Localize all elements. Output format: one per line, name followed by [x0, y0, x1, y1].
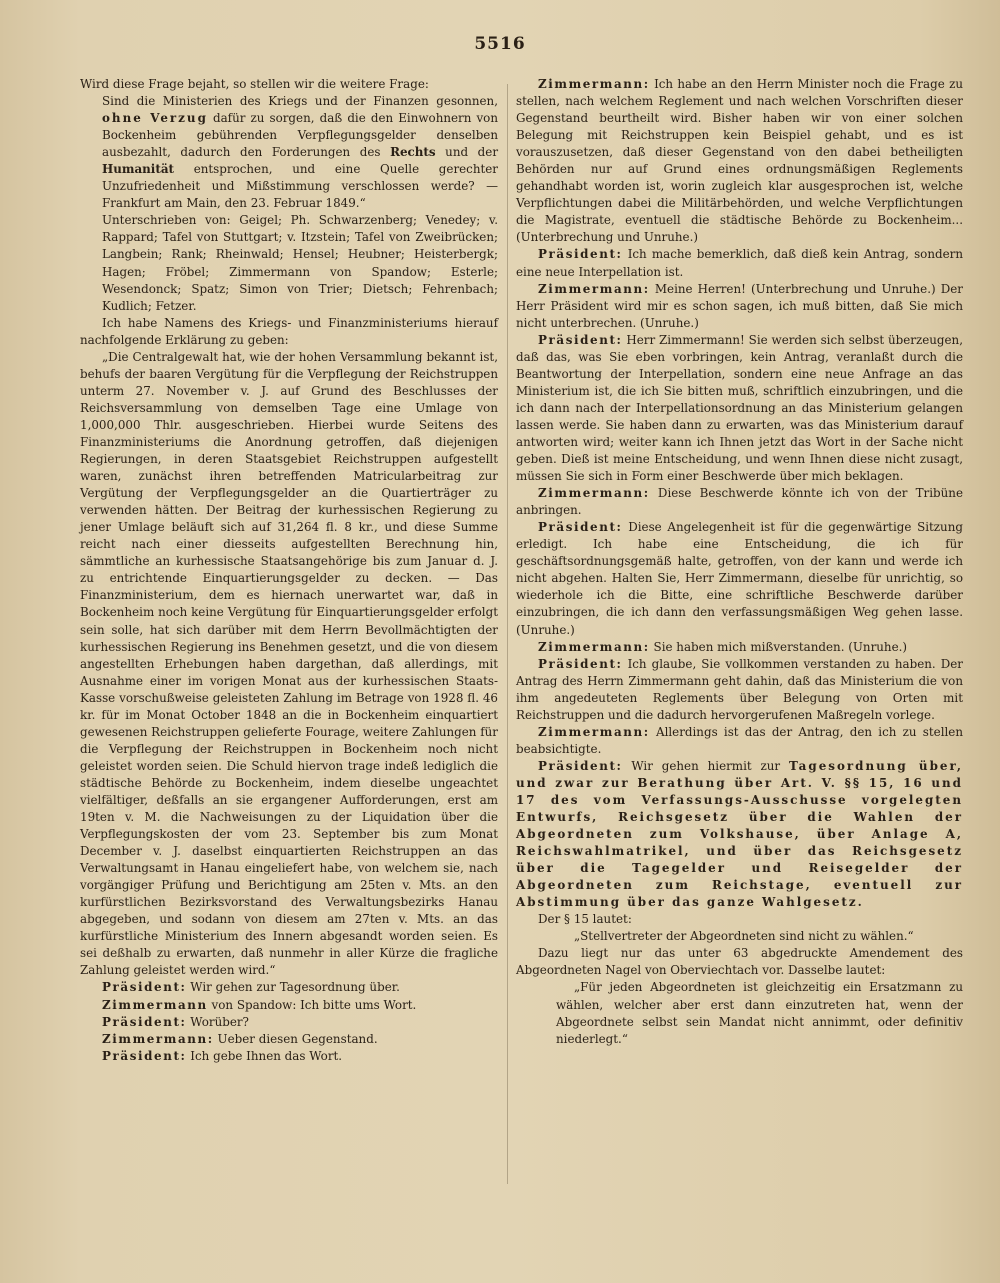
emphasized-text: Präsident: — [538, 247, 623, 262]
text-run: Unterschrieben von: Geigel; Ph. Schwarzenberg; Venedey; v. Rappard; Tafel von Stuttgart; v. Itzstein; Tafel von Zweibrücken; Langbein; Rank; Rheinwald; Hensel; Heubner; Heisterbergk; Hagen; Fröbel; Zimmermann von Spandow; Esterle; Wesendonck; Spatz; Simon von Trier; Dietsch; Fehrenbach; Kudlich; Fetzer. — [102, 213, 498, 313]
text-run: Sind die Ministerien des Kriegs und der Finanzen gesonnen, — [102, 94, 498, 109]
paragraph — [80, 315, 498, 349]
text-run: Diese Angelegenheit ist für die gegenwärtige Sitzung erledigt. Ich habe eine Entscheidung, die ich für geschäftsordnungsgemäß halte, getroffen, von der kann und werde ich nicht abgehen. Halten Sie, Herr Zimmermann, dieselbe für unrichtig, so wiederhole ich die Bitte, eine schriftliche Beschwerde darüber einzubringen, die ich dann den verfassungsmäßigen Weg gehen lasse. (Unruhe.) — [516, 520, 963, 637]
column-divider — [507, 84, 508, 1184]
emphasized-text: Zimmermann: — [538, 639, 650, 654]
text-run: dafür zu sorgen, daß die den Einwohnern von Bockenheim gebührenden Verpflegungsgelder denselben ausbezahlt, dadurch den Forderungen des — [102, 111, 498, 160]
paragraph — [516, 758, 963, 911]
emphasized-text: ohne Verzug — [102, 111, 208, 126]
paragraph — [516, 332, 963, 485]
emphasized-text: Präsident: — [538, 656, 623, 671]
emphasized-text: Zimmermann: — [538, 281, 650, 296]
paragraph — [516, 656, 963, 724]
emphasized-text: Präsident: — [538, 332, 623, 347]
paragraph — [80, 979, 498, 996]
text-run: „Die Centralgewalt hat, wie der hohen Versammlung bekannt ist, behufs der baaren Vergütung für die Verpflegung der Reichstruppen unterm 27. November v. J. auf Grund des Beschlusses der Reichsversammlung von demselben Tage eine Umlage von 1,000,000 Thlr. ausgeschrieben. Hierbei wurde Seitens des Finanzministeriums die Anordnung getroffen, daß diejenigen Regierungen, in deren Staatsgebiet Reichstruppen aufgestellt waren, zunächst ihren betreffenden Matricularbeitrag zur Vergütung der Verpflegungsgelder an die Quartierträger zu verwenden hätten. Der Beitrag der kurhessischen Regierung zu jener Umlage beläuft sich auf 31,264 fl. 8 kr., und diese Summe reicht nach einer diesseits aufgestellten Berechnung hin, sämmtliche an kurhessische Staatsangehörige bis zum Januar d. J. zu entrichtende Einquartierungsgelder zu decken. — Das Finanzministerium, dem es hiernach unerwartet war, daß in Bockenheim noch keine Vergütung für Einquartierungsgelder erfolgt sein solle, hat sich darüber mit dem Herrn Bevollmächtigten der kurhessischen Regierung ins Benehmen gesetzt, und die von diesem angestellten Erhebungen haben dargethan, daß allerdings, mit Ausnahme einer im vorigen Monat aus der kurhessischen Staats-Kasse vorschußweise geleisteten Zahlung im Betrage von 1928 fl. 46 kr. für im Monat October 1848 an die in Bockenheim einquartiert gewesenen Reichstruppen gelieferte Fourage, weitere Zahlungen für die Verpflegung der Reichstruppen in Bockenheim noch nicht geleistet worden seien. Die Schuld hiervon trage indeß lediglich die städtische Behörde zu Bockenheim, indem dieselbe ungeachtet vielfältiger, deßfalls an sie ergangener Aufforderungen, erst am 19ten v. M. die Nachweisungen zu der Liquidation über die Verpflegungskosten der vom 23. September bis zum Monat December v. J. daselbst einquartierten Reichstruppen an das Verwaltungsamt in Hanau eingeliefert habe, von welchem sie, nach vorgängiger Prüfung und Berichtigung am 25ten v. Mts. an den kurfürstlichen Bezirksvorstand des Verwaltungsbezirks Hanau abgegeben, und sodann von diesem am 27ten v. Mts. an das kurfürstliche Ministerium des Innern abgesandt worden seien. Es sei deßhalb zu erwarten, daß nunmehr in aller Kürze die fragliche Zahlung geleistet werden wird.“ — [80, 349, 498, 978]
text-run: Ich habe an den Herrn Minister noch die Frage zu stellen, nach welchem Reglement und nach welchen Vorschriften dieser Gegenstand beurtheilt wird. Bisher haben wir von einer solchen Belegung mit Reichstruppen kein Beispiel gehabt, und es ist vorauszusetzen, daß dieser Gegenstand von den dabei betheiligten Behörden nur auf Grund eines ordnungsmäßigen Reglements gehandhabt worden ist, worin zugleich klar ausgesprochen ist, welche Verpflichtungen dabei die Militärbehörden, und welche Verpflichtungen die Magistrate, eventuell die städtische Behörde zu Bockenheim... (Unterbrechung und Unruhe.) — [516, 77, 963, 245]
emphasized-text: Rechts — [390, 145, 436, 160]
text-run: Wir gehen zur Tagesordnung über. — [186, 980, 400, 995]
paragraph — [80, 76, 498, 93]
emphasized-text: Präsident: — [538, 520, 623, 535]
paragraph — [80, 1014, 498, 1031]
paragraph — [516, 76, 963, 246]
right-column — [516, 76, 963, 1206]
text-run: Allerdings ist das der Antrag, den ich zu stellen beabsichtigte. — [516, 724, 963, 756]
emphasized-text: Präsident: — [102, 980, 187, 995]
paragraph — [80, 1031, 498, 1048]
paragraph — [80, 93, 498, 212]
paragraph — [516, 979, 963, 1047]
paragraph — [516, 639, 963, 656]
paragraph — [516, 246, 963, 280]
paragraph — [80, 349, 498, 980]
text-run: entsprochen, und eine Quelle gerechter Unzufriedenheit und Mißstimmung verschlossen werde? — Frankfurt am Main, den 23. Februar 1849.“ — [102, 162, 498, 211]
text-run: Herr Zimmermann! Sie werden sich selbst überzeugen, daß das, was Sie eben vorbringen, kein Antrag, veranlaßt durch die Beantwortung der Interpellation, sondern eine neue Anfrage an das Ministerium ist, die ich Sie bitten muß, schriftlich einzubringen, und die ich dann nach der Interpellationsordnung an das Ministerium gelangen lassen werde. Sie haben dann zu erwarten, was das Ministerium darauf antworten wird; weiter kann ich Ihnen jetzt das Wort in der Sache nicht geben. Dieß ist meine Entscheidung, und wenn Ihnen diese nicht zusagt, müssen Sie sich in Form einer Beschwerde über mich beklagen. — [516, 332, 963, 484]
paragraph — [80, 212, 498, 314]
paragraph — [516, 519, 963, 638]
emphasized-text: Präsident: — [538, 758, 623, 773]
paragraph — [516, 724, 963, 758]
emphasized-text: Präsident: — [102, 1048, 187, 1063]
paragraph — [80, 1048, 498, 1065]
text-run: Wir gehen hiermit zur — [622, 758, 789, 773]
emphasized-text: Zimmermann — [102, 997, 208, 1012]
text-run: Sie haben mich mißverstanden. (Unruhe.) — [649, 639, 908, 654]
emphasized-text: Zimmermann: — [538, 486, 650, 501]
text-run: von Spandow: Ich bitte ums Wort. — [207, 997, 417, 1012]
emphasized-text: Präsident: — [102, 1014, 187, 1029]
emphasized-text: Zimmermann: — [538, 77, 650, 91]
paragraph — [516, 281, 963, 332]
emphasized-text: Zimmermann: — [102, 1031, 214, 1046]
paragraph — [80, 997, 498, 1014]
text-run: Ich habe Namens des Kriegs- und Finanzministeriums hierauf nachfolgende Erklärung zu geben: — [80, 315, 498, 347]
paragraph — [516, 485, 963, 519]
paragraph — [516, 928, 963, 945]
text-run: Ich glaube, Sie vollkommen verstanden zu haben. Der Antrag des Herrn Zimmermann geht dahin, daß das Ministerium die von ihm angedeuteten Reglements über Belegung von Orten mit Reichstruppen und die dadurch hervorgerufenen Maßregeln vorlege. — [516, 656, 963, 722]
text-run: Worüber? — [186, 1014, 249, 1029]
emphasized-text: Zimmermann: — [538, 724, 650, 739]
page-number: 5516 — [474, 34, 526, 54]
emphasized-text: Tagesordnung über, und zwar zur Berathung über Art. V. §§ 15, 16 und 17 des vom Verfassungs-Ausschusse vorgelegten Entwurfs, Reichsgesetz über die Wahlen der Abgeordneten zum Volkshause, über Anlage A, Reichswahlmatrikel, und über das Reichsgesetz über die Tagegelder und Reisegelder der Abgeordneten zum Reichstage, eventuell zur Abstimmung über das ganze Wahlgesetz. — [516, 758, 963, 910]
text-run: Wird diese Frage bejaht, so stellen wir die weitere Frage: — [80, 77, 429, 91]
text-run: Ich gebe Ihnen das Wort. — [186, 1048, 343, 1063]
text-run: Ueber diesen Gegenstand. — [213, 1031, 378, 1046]
text-run: Diese Beschwerde könnte ich von der Tribüne anbringen. — [516, 486, 963, 518]
paragraph — [516, 911, 963, 928]
text-run: Ich mache bemerklich, daß dieß kein Antrag, sondern eine neue Interpellation ist. — [516, 247, 963, 279]
text-run: „Für jeden Abgeordneten ist gleichzeitig ein Ersatzmann zu wählen, welcher aber erst dann einzutreten hat, wenn der Abgeordnete selbst sein Mandat nicht annimmt, oder definitiv niederlegt.“ — [556, 980, 963, 1046]
text-run: und der — [435, 145, 498, 160]
left-column — [80, 76, 498, 1266]
text-run: Der § 15 lautet: — [538, 912, 632, 927]
paragraph — [516, 945, 963, 979]
text-run: Meine Herren! (Unterbrechung und Unruhe.) Der Herr Präsident wird mir es schon sagen, ich muß bitten, daß Sie mich nicht unterbrechen. (Unruhe.) — [516, 281, 963, 330]
text-run: „Stellvertreter der Abgeordneten sind nicht zu wählen.“ — [574, 929, 914, 944]
emphasized-text: Humanität — [102, 162, 175, 177]
text-run: Dazu liegt nur das unter 63 abgedruckte Amendement des Abgeordneten Nagel von Oberviechtach vor. Dasselbe lautet: — [516, 946, 963, 978]
